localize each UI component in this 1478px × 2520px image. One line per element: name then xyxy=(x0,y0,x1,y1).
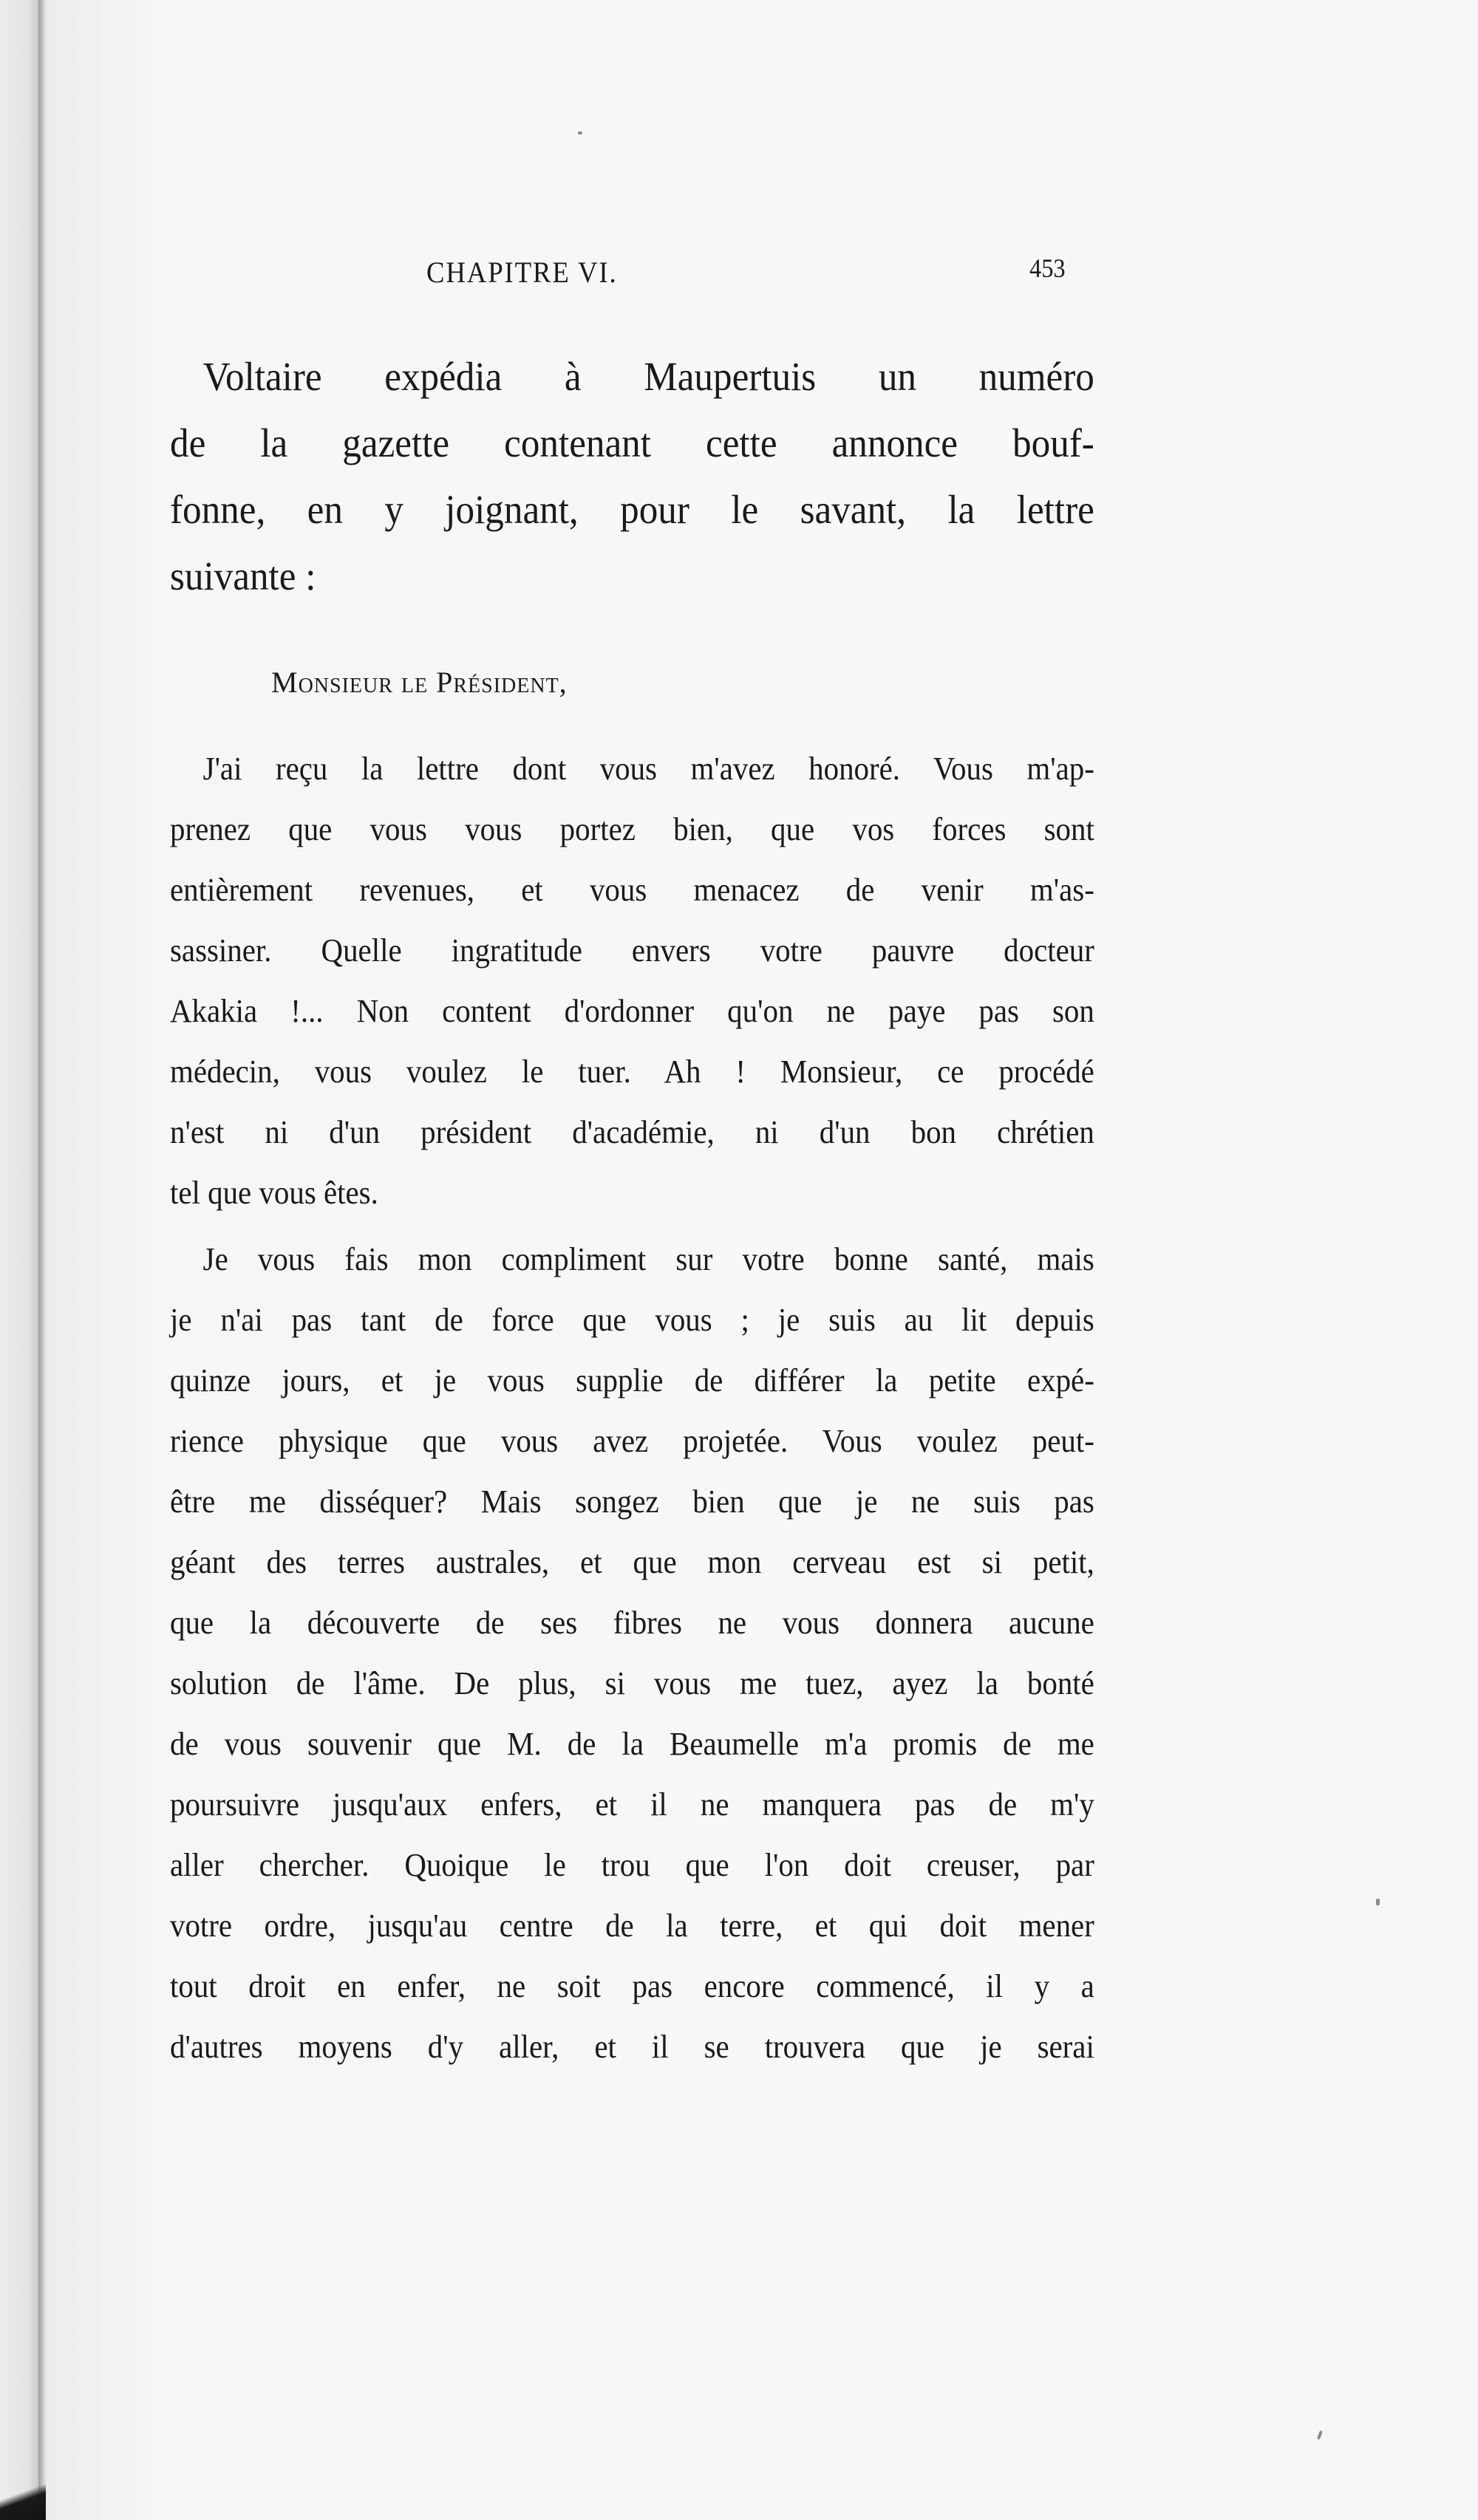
text-line: prenez que vous vous portez bien, que vos forces sont xyxy=(170,811,1094,847)
letter-paragraph xyxy=(170,739,1094,1223)
text-line: de la gazette contenant cette annonce bouf- xyxy=(170,420,1094,465)
scan-corner-shadow xyxy=(0,2476,46,2520)
text-line: J'ai reçu la lettre dont vous m'avez honoré. Vous m'ap- xyxy=(202,751,1094,787)
letter-body xyxy=(170,739,1094,2077)
text-line: d'autres moyens d'y aller, et il se trouvera que je serai xyxy=(170,2029,1094,2065)
text-line: rience physique que vous avez projetée. Vous voulez peut- xyxy=(170,1423,1094,1459)
text-line: Voltaire expédia à Maupertuis un numéro xyxy=(202,354,1094,399)
paragraph-spacer xyxy=(170,1223,1086,1229)
text-line: tel que vous êtes. xyxy=(170,1175,378,1211)
text-line: n'est ni d'un président d'académie, ni d'un bon chrétien xyxy=(170,1114,1094,1150)
text-line: poursuivre jusqu'aux enfers, et il ne manquera pas de m'y xyxy=(170,1786,1094,1823)
book-gutter xyxy=(38,0,46,2520)
running-head: CHAPITRE VI. xyxy=(426,256,618,289)
text-line: aller chercher. Quoique le trou que l'on doit creuser, par xyxy=(170,1847,1094,1883)
text-line: sassiner. Quelle ingratitude envers votre pauvre docteur xyxy=(170,932,1094,969)
text-line: je n'ai pas tant de force que vous ; je suis au lit depuis xyxy=(170,1302,1094,1338)
text-line: solution de l'âme. De plus, si vous me tuez, ayez la bonté xyxy=(170,1665,1094,1701)
text-line: que la découverte de ses fibres ne vous donnera aucune xyxy=(170,1605,1094,1641)
paper-speck xyxy=(578,132,582,134)
text-line: être me disséquer? Mais songez bien que je ne suis pas xyxy=(170,1483,1094,1520)
text-line: Je vous fais mon compliment sur votre bonne santé, mais xyxy=(202,1241,1094,1277)
text-line: médecin, vous voulez le tuer. Ah ! Monsieur, ce procédé xyxy=(170,1054,1094,1090)
text-line: entièrement revenues, et vous menacez de venir m'as- xyxy=(170,872,1094,908)
adjacent-page-edge xyxy=(0,0,38,2520)
text-line: tout droit en enfer, ne soit pas encore commencé, il y a xyxy=(170,1968,1094,2004)
letter-salutation: Monsieur le Président, xyxy=(271,666,568,699)
page-number: 453 xyxy=(1029,253,1066,283)
text-line: de vous souvenir que M. de la Beaumelle m'a promis de me xyxy=(170,1726,1094,1762)
text-line: votre ordre, jusqu'au centre de la terre, et qui doit mener xyxy=(170,1908,1094,1944)
letter-paragraph xyxy=(170,1229,1094,2077)
text-line: Akakia !... Non content d'ordonner qu'on ne paye pas son xyxy=(170,993,1094,1029)
text-line: suivante : xyxy=(170,553,316,598)
text-line: géant des terres australes, et que mon cerveau est si petit, xyxy=(170,1544,1094,1580)
paper-speck xyxy=(1376,1899,1380,1905)
intro-paragraph xyxy=(170,344,1094,609)
paper-speck xyxy=(1317,2431,1323,2440)
text-line: fonne, en y joignant, pour le savant, la lettre xyxy=(170,487,1094,532)
text-line: quinze jours, et je vous supplie de différer la petite expé- xyxy=(170,1362,1094,1399)
